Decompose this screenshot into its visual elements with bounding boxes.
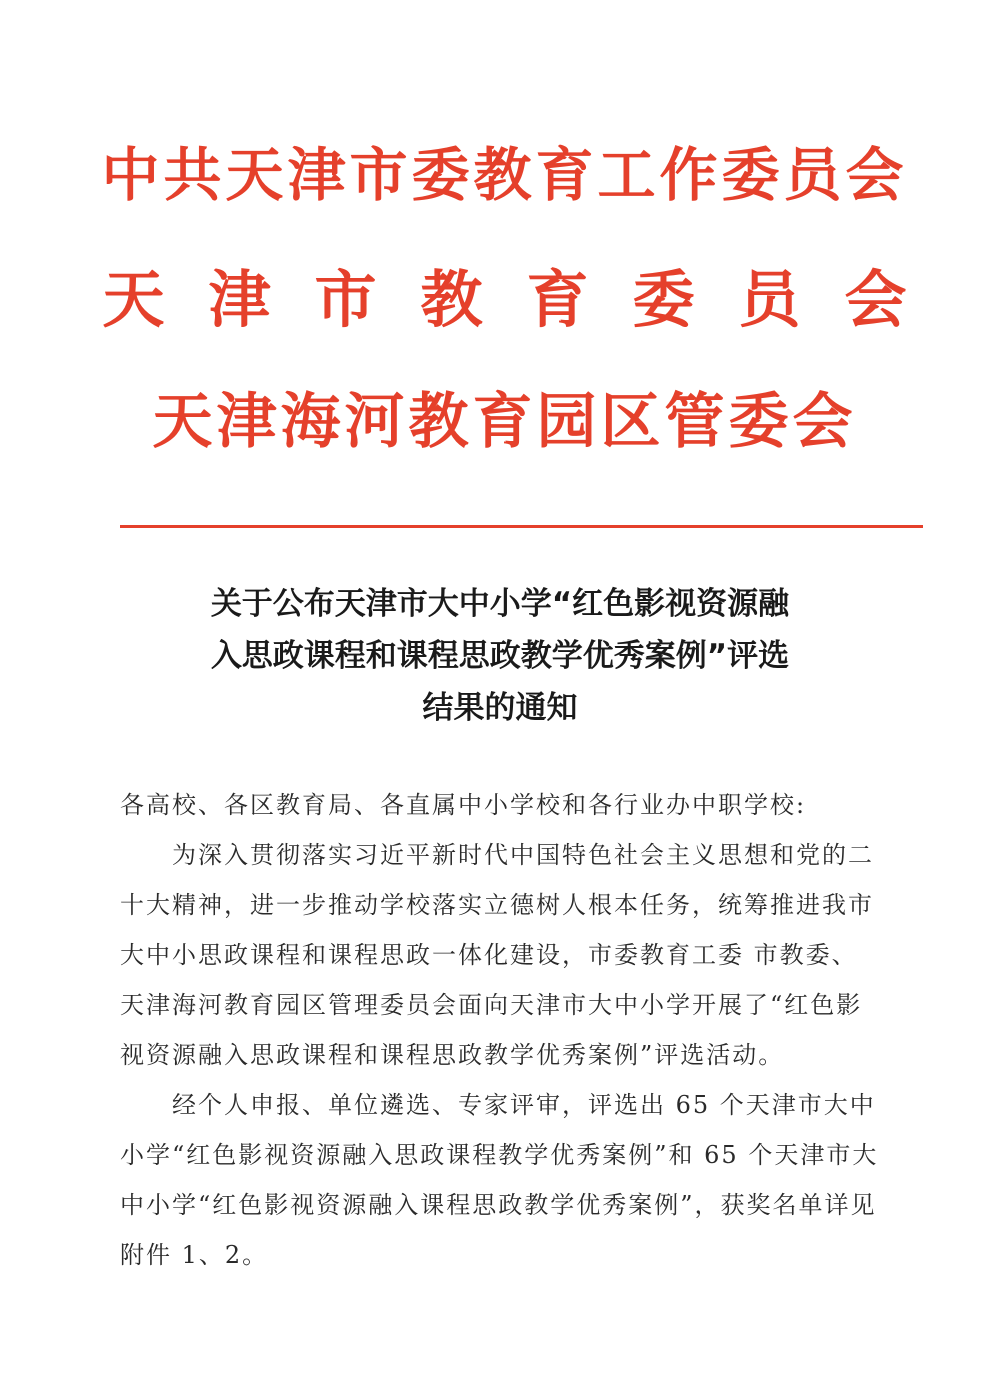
title-line-3: 结果的通知 [422,690,578,726]
salutation: 各高校、各区教育局、各直属中小学校和各行业办中职学校: [120,791,807,819]
document-body [120,780,880,1280]
title-line-1: 关于公布天津市大中小学“红色影视资源融 [210,586,790,622]
document-title [110,578,890,734]
body-paragraph-2: 经个人申报、单位遴选、专家评审，评选出 65 个天津市大中小学“红色影视资源融入思政课程教学优秀案例”和 65 个天津市大中小学“红色影视资源融入课程思政教学优秀案例”，获奖名单详见附件 1、2。 [120,1091,879,1269]
issuer-line-3: 天津海河教育园区管委会 [152,387,857,457]
body-paragraph-1: 为深入贯彻落实习近平新时代中国特色社会主义思想和党的二十大精神，进一步推动学校落实立德树人根本任务，统筹推进我市大中小思政课程和课程思政一体化建设，市委教育工委 市教委、天津海河教育园区管理委员会面向天津市大中小学开展了“红色影视资源融入思政课程和课程思政教学优秀案例”评选活动。 [120,841,874,1069]
title-line-2: 入思政课程和课程思政教学优秀案例”评选 [210,638,790,674]
issuer-line-1: 中共天津市委教育工作委员会 [101,141,908,209]
header-divider [120,525,923,528]
issuer-line-2: 天津市教育委员会 [102,263,951,336]
